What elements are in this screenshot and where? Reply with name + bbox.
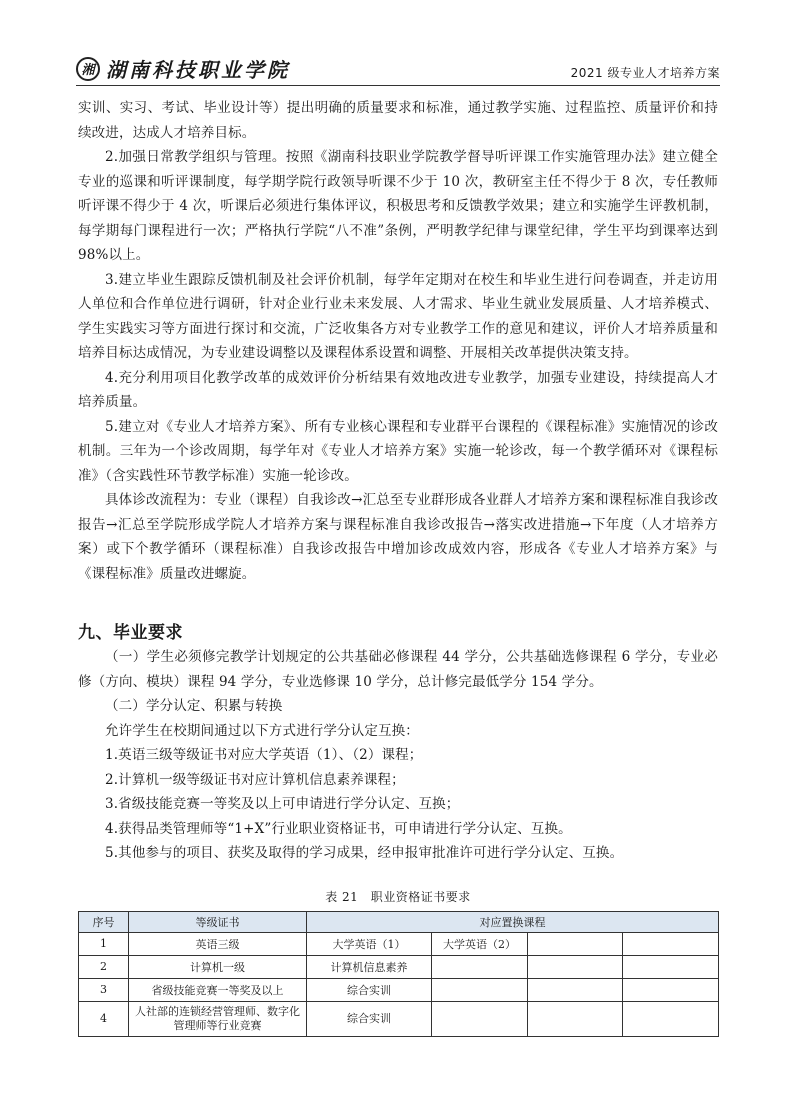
document-title: 2021 级专业人才培养方案 (570, 66, 720, 80)
table-cell: 大学英语（1） (307, 932, 432, 955)
paragraph-process: 具体诊改流程为：专业（课程）自我诊改→汇总至专业群形成各业群人才培养方案和课程标准自我诊改报告→汇总至学院形成学院人才培养方案与课程标准自我诊改报告→落实改进措施→下年度（人才培养方案）或下个教学循环（课程标准）自我诊改报告中增加诊改成效内容，形成各《专业人才培养方案》与《课程标准》质量改进螺旋。 (78, 492, 718, 582)
table-row (79, 978, 719, 1001)
table-row (79, 932, 719, 955)
header-cell-index: 序号 (79, 911, 129, 932)
table-cell: 英语三级 (129, 932, 307, 955)
table-header-row (79, 911, 719, 932)
table-cell (528, 1001, 623, 1036)
table-cell (528, 955, 623, 978)
table-cell: 大学英语（2） (432, 932, 528, 955)
table-cell: 综合实训 (307, 1001, 432, 1036)
header-cell-course: 对应置换课程 (307, 911, 719, 932)
graduation-credit-requirement: （一）学生必须修完教学计划规定的公共基础必修课程 44 学分，公共基础选修课程 6 学分，专业必修（方向、模块）课程 94 学分，专业选修课 10 学分，总计修完最低学分 154 学分。 (78, 649, 718, 690)
credit-exchange-item: 2.计算机一级等级证书对应计算机信息素养课程； (105, 771, 405, 788)
header-cell-certificate: 等级证书 (129, 911, 307, 932)
school-name: 湖南科技职业学院 (106, 58, 290, 82)
paragraph-item-5: 5.建立对《专业人才培养方案》、所有专业核心课程和专业群平台课程的《课程标准》实施情况的诊改机制。三年为一个诊改周期，每学年对《专业人才培养方案》实施一轮诊改，每一个教学循环对《课程标准》（含实践性环节教学标准）实施一轮诊改。 (78, 418, 718, 484)
table-cell: 计算机一级 (129, 955, 307, 978)
table-cell (528, 978, 623, 1001)
table-cell (623, 955, 719, 978)
table-cell (432, 1001, 528, 1036)
table-cell: 综合实训 (307, 978, 432, 1001)
table-cell (432, 955, 528, 978)
table-caption: 表 21 职业资格证书要求 (325, 889, 471, 904)
credit-subsection-heading: （二）学分认定、积累与转换 (105, 698, 283, 714)
credit-exchange-intro: 允许学生在校期间通过以下方式进行学分认定互换： (105, 722, 419, 739)
table-row (79, 955, 719, 978)
paragraph-item-3: 3.建立毕业生跟踪反馈机制及社会评价机制，每学年定期对在校生和毕业生进行问卷调查，并走访用人单位和合作单位进行调研，针对企业行业未来发展、人才需求、毕业生就业发展质量、人才培养模式、学生实践实习等方面进行探讨和交流，广泛收集各方对专业教学工作的意见和建议，评价人才培养质量和培养目标达成情况，为专业建设调整以及课程体系设置和调整、开展相关改革提供决策支持。 (78, 271, 718, 361)
certificate-table (78, 911, 719, 1037)
paragraph-item-2: 2.加强日常教学组织与管理。按照《湖南科技职业学院教学督导听评课工作实施管理办法》建立健全专业的巡课和听评课制度，每学期学院行政领导听课不少于 10 次，教研室主任不得少于 8 次，专任教师听评课不得少于 4 次，听课后必须进行集体评议，积极思考和反馈教学效果；建立和实施学生评教机制，每学期每门课程进行一次；严格执行学院“八不准”条例，严明教学纪律与课堂纪律，学生平均到课率达到 98%以上。 (78, 149, 718, 263)
table-cell: 省级技能竞赛一等奖及以上 (129, 978, 307, 1001)
table-cell (623, 1001, 719, 1036)
school-logo (76, 54, 290, 83)
credit-exchange-item: 5.其他参与的项目、获奖及取得的学习成果，经申报审批准许可进行学分认定、互换。 (105, 845, 624, 861)
table-row (79, 1001, 719, 1036)
table-cell (623, 932, 719, 955)
credit-exchange-item: 3.省级技能竞赛一等奖及以上可申请进行学分认定、互换； (105, 796, 460, 812)
paragraph-item-4: 4.充分利用项目化教学改革的成效评价分析结果有效地改进专业教学，加强专业建设，持续提高人才培养质量。 (78, 369, 718, 410)
table-cell: 计算机信息素养 (307, 955, 432, 978)
table-cell (623, 978, 719, 1001)
credit-exchange-item: 4.获得品类管理师等“1+X”行业职业资格证书，可申请进行学分认定、互换。 (105, 820, 572, 837)
table-cell (528, 932, 623, 955)
header-divider (76, 85, 720, 86)
table-cell: 1 (79, 932, 129, 955)
table-cell: 2 (79, 955, 129, 978)
paragraph-continued: 实训、实习、考试、毕业设计等）提出明确的质量要求和标准，通过教学实施、过程监控、质量评价和持续改进，达成人才培养目标。 (78, 100, 718, 141)
table-cell: 4 (79, 1001, 129, 1036)
page-content (78, 96, 718, 1037)
credit-exchange-item: 1.英语三级等级证书对应大学英语（1）、（2）课程； (105, 747, 423, 763)
page-header (76, 52, 720, 90)
table-cell: 人社部的连锁经营管理师、数字化管理师等行业竞赛 (129, 1001, 307, 1036)
section-title-graduation: 九、毕业要求 (78, 623, 183, 643)
table-cell (432, 978, 528, 1001)
table-cell: 3 (79, 978, 129, 1001)
school-seal-icon: 湘 (76, 57, 100, 81)
